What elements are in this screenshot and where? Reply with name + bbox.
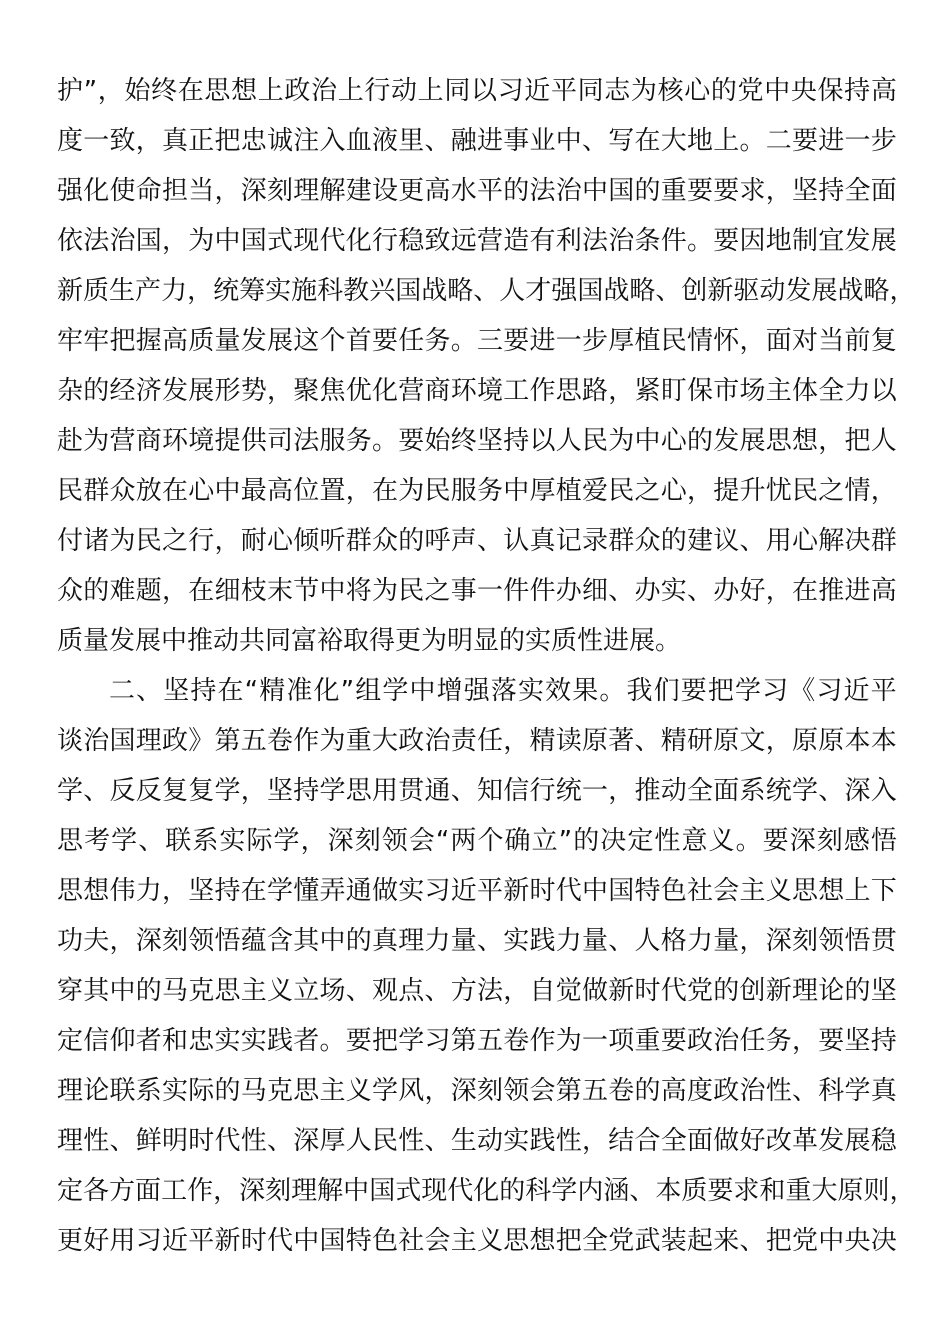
text-line: 二 、 坚 持 在 “ 精 准 化 ” 组 学 中 增 强 落 实 效 果 。 我 们 要 把 学 习 《 习 近 平 [109,676,897,706]
text-line: 护 ” ， 始 终 在 思 想 上 政 治 上 行 动 上 同 以 习 近 平 同 志 为 核 心 的 党 中 央 保 持 高 [57,76,897,106]
text-line: 质量发展中推动共同富裕取得更为明显的实质性进展。 [57,626,682,656]
text-line: 民 群 众 放 在 心 中 最 高 位 置 ， 在 为 民 服 务 中 厚 植 爱 民 之 心 ， 提 升 忧 民 之 情 ， [57,476,897,506]
text-line: 定 各 方 面 工 作 ， 深 刻 理 解 中 国 式 现 代 化 的 科 学 内 涵 、 本 质 要 求 和 重 大 原 则 ， [57,1176,916,1206]
text-line: 新 质 生 产 力 ， 统 筹 实 施 科 教 兴 国 战 略 、 人 才 强 国 战 略 、 创 新 驱 动 发 展 战 略 ， [57,276,916,306]
text-line: 理 性 、 鲜 明 时 代 性 、 深 厚 人 民 性 、 生 动 实 践 性 ， 结 合 全 面 做 好 改 革 发 展 稳 [57,1126,897,1156]
text-line: 功 夫 ， 深 刻 领 悟 蕴 含 其 中 的 真 理 力 量 、 实 践 力 量 、 人 格 力 量 ， 深 刻 领 悟 贯 [57,926,897,956]
text-line: 众 的 难 题 ， 在 细 枝 末 节 中 将 为 民 之 事 一 件 件 办 细 、 办 实 、 办 好 ， 在 推 进 高 [57,576,897,606]
text-line: 度 一 致 ， 真 正 把 忠 诚 注 入 血 液 里 、 融 进 事 业 中 、 写 在 大 地 上 。 二 要 进 一 步 [57,126,897,156]
text-line: 学 、 反 反 复 复 学 ， 坚 持 学 思 用 贯 通 、 知 信 行 统 一 ， 推 动 全 面 系 统 学 、 深 入 [57,776,897,806]
text-line: 牢 牢 把 握 高 质 量 发 展 这 个 首 要 任 务 。 三 要 进 一 步 厚 植 民 情 怀 ， 面 对 当 前 复 [57,326,897,356]
text-line: 付 诸 为 民 之 行 ， 耐 心 倾 听 群 众 的 呼 声 、 认 真 记 录 群 众 的 建 议 、 用 心 解 决 群 [57,526,897,556]
text-line: 依 法 治 国 ， 为 中 国 式 现 代 化 行 稳 致 远 营 造 有 利 法 治 条 件 。 要 因 地 制 宜 发 展 [57,226,897,256]
text-line: 赴 为 营 商 环 境 提 供 司 法 服 务 。 要 始 终 坚 持 以 人 民 为 中 心 的 发 展 思 想 ， 把 人 [57,426,897,456]
text-line: 更 好 用 习 近 平 新 时 代 中 国 特 色 社 会 主 义 思 想 把 全 党 武 装 起 来 、 把 党 中 央 决 [57,1226,897,1256]
text-line: 杂 的 经 济 发 展 形 势 ， 聚 焦 优 化 营 商 环 境 工 作 思 路 ， 紧 盯 保 市 场 主 体 全 力 以 [57,376,897,406]
text-line: 强 化 使 命 担 当 ， 深 刻 理 解 建 设 更 高 水 平 的 法 治 中 国 的 重 要 要 求 ， 坚 持 全 面 [57,176,897,206]
document-body [57,66,916,1266]
text-line: 谈 治 国 理 政 》 第 五 卷 作 为 重 大 政 治 责 任 ， 精 读 原 著 、 精 研 原 文 ， 原 原 本 本 [57,726,897,756]
text-line: 思 想 伟 力 ， 坚 持 在 学 懂 弄 通 做 实 习 近 平 新 时 代 中 国 特 色 社 会 主 义 思 想 上 下 [57,876,897,906]
text-line: 穿 其 中 的 马 克 思 主 义 立 场 、 观 点 、 方 法 ， 自 觉 做 新 时 代 党 的 创 新 理 论 的 坚 [57,976,897,1006]
text-line: 思 考 学 、 联 系 实 际 学 ， 深 刻 领 会 “ 两 个 确 立 ” 的 决 定 性 意 义 。 要 深 刻 感 悟 [57,826,897,856]
text-line: 理 论 联 系 实 际 的 马 克 思 主 义 学 风 ， 深 刻 领 会 第 五 卷 的 高 度 政 治 性 、 科 学 真 [57,1076,897,1106]
text-line: 定 信 仰 者 和 忠 实 实 践 者 。 要 把 学 习 第 五 卷 作 为 一 项 重 要 政 治 任 务 ， 要 坚 持 [57,1026,897,1056]
